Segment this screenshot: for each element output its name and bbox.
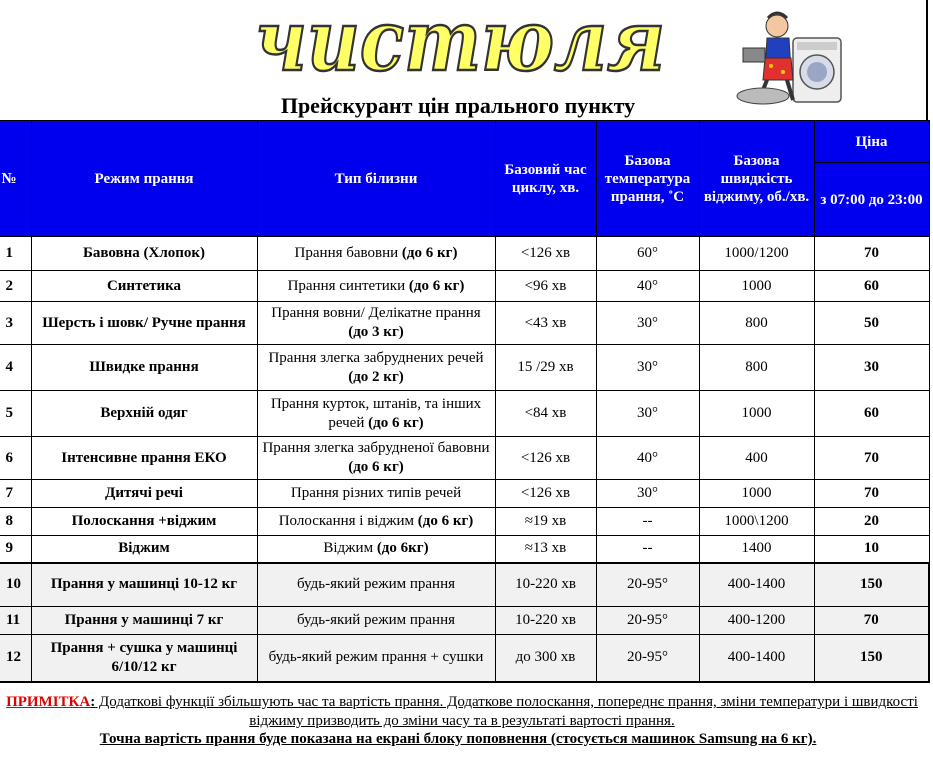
row-price: 60: [814, 391, 929, 437]
table-row: [0, 480, 929, 508]
row-spin: 1000\1200: [699, 508, 814, 536]
table-row: [0, 237, 929, 271]
final-note: Точна вартість прання буде показана на екрані блоку поповнення (стосується машинок Samsung на 6 кг).: [99, 731, 817, 747]
row-type-text: будь-який режим прання: [296, 576, 455, 593]
row-spin: 400-1200: [699, 607, 814, 635]
row-num: 5: [0, 391, 31, 437]
row-spin: 400-1400: [699, 635, 814, 682]
row-type: [257, 391, 495, 437]
row-temp: 30°: [596, 345, 699, 391]
row-price: 150: [814, 563, 929, 607]
row-temp: --: [596, 508, 699, 536]
table-row: [0, 508, 929, 536]
row-temp: 20-95°: [596, 607, 699, 635]
row-num: 2: [0, 271, 31, 302]
row-num: 3: [0, 302, 31, 345]
row-time: ≈19 хв: [495, 508, 596, 536]
header-price-hours: з 07:00 до 23:00: [814, 163, 929, 237]
row-price: 60: [814, 271, 929, 302]
logo-text: чистюля: [255, 0, 665, 90]
row-mode: Дитячі речі: [31, 480, 257, 508]
row-type-text: Прання злегка забруднених речей: [268, 349, 484, 366]
row-temp: 20-95°: [596, 563, 699, 607]
page-title: Прейскурант цін прального пункту: [280, 93, 636, 118]
row-temp: 20-95°: [596, 635, 699, 682]
header-temp: Базова температура прання, ˚С: [596, 121, 699, 237]
row-type-weight: (до 6 кг): [348, 459, 404, 475]
row-type: [257, 271, 495, 302]
row-type-weight: (до 6 кг): [417, 513, 474, 529]
row-mode: Полоскання +віджим: [31, 508, 257, 536]
table-row: [0, 302, 929, 345]
header-price: Ціна: [814, 121, 929, 163]
row-type-weight: (до 6 кг): [368, 414, 424, 431]
row-type-weight: (до 3 кг): [348, 324, 404, 340]
margin-line: [926, 0, 928, 120]
row-time: <126 хв: [495, 237, 596, 271]
row-type: [257, 302, 495, 345]
row-type: [257, 607, 495, 635]
row-spin: 1000: [699, 480, 814, 508]
row-time: <126 хв: [495, 480, 596, 508]
row-time: ≈13 хв: [495, 536, 596, 563]
row-type-text: Прання курток, штанів, та інших речей: [270, 395, 482, 431]
row-mode: Верхній одяг: [31, 391, 257, 437]
row-temp: 60°: [596, 237, 699, 271]
table-row: [0, 536, 929, 563]
row-type: [257, 345, 495, 391]
row-spin: 1000: [699, 391, 814, 437]
row-spin: 1000/1200: [699, 237, 814, 271]
note-colon: :: [90, 694, 96, 710]
row-num: 12: [0, 635, 31, 682]
row-spin: 1000: [699, 271, 814, 302]
man-with-laundry-icon: [735, 8, 850, 106]
note-label: ПРИМІТКА: [6, 694, 91, 710]
table-row: [0, 635, 929, 682]
table-row: [0, 563, 929, 607]
row-price: 70: [814, 437, 929, 480]
row-type: [257, 437, 495, 480]
row-price: 30: [814, 345, 929, 391]
row-num: 10: [0, 563, 31, 607]
row-mode: Синтетика: [31, 271, 257, 302]
row-type-weight: (до 6 кг): [408, 277, 465, 294]
row-type-weight: (до 6кг): [376, 540, 429, 557]
header-type: Тип білизни: [257, 121, 495, 237]
row-time: 10-220 хв: [495, 607, 596, 635]
row-temp: 40°: [596, 271, 699, 302]
row-spin: 800: [699, 345, 814, 391]
row-spin: 400: [699, 437, 814, 480]
header-time: Базовий час циклу, хв.: [495, 121, 596, 237]
row-type-weight: (до 6 кг): [401, 245, 458, 261]
note: [0, 693, 924, 731]
row-spin: 1400: [699, 536, 814, 563]
row-mode: Шерсть і шовк/ Ручне прання: [31, 302, 257, 345]
table-row: [0, 607, 929, 635]
row-type: [257, 563, 495, 607]
row-type-text: Прання різних типів речей: [290, 485, 462, 501]
table-row: [0, 345, 929, 391]
row-type-text: Прання бавовни: [294, 245, 402, 261]
row-type: [257, 536, 495, 563]
row-price: 70: [814, 607, 929, 635]
row-mode: Прання у машинці 7 кг: [31, 607, 257, 635]
row-num: 6: [0, 437, 31, 480]
row-type-text: будь-який режим прання + сушки: [268, 649, 484, 666]
row-temp: 40°: [596, 437, 699, 480]
row-type-text: Полоскання і віджим: [278, 513, 418, 529]
row-type-weight: (до 2 кг): [348, 368, 404, 385]
header-mode: Режим прання: [31, 121, 257, 237]
row-type-text: Прання синтетики: [287, 277, 409, 294]
row-time: 10-220 хв: [495, 563, 596, 607]
row-mode: Інтенсивне прання ЕКО: [31, 437, 257, 480]
row-price: 20: [814, 508, 929, 536]
row-num: 7: [0, 480, 31, 508]
row-mode: Прання у машинці 10-12 кг: [31, 563, 257, 607]
row-spin: 800: [699, 302, 814, 345]
row-price: 70: [814, 480, 929, 508]
row-temp: 30°: [596, 302, 699, 345]
row-price: 50: [814, 302, 929, 345]
row-num: 9: [0, 536, 31, 563]
table-row: [0, 437, 929, 480]
row-num: 4: [0, 345, 31, 391]
table-row: [0, 271, 929, 302]
row-type-text: будь-який режим прання: [296, 612, 455, 628]
logo: [250, 0, 670, 90]
table-row: [0, 391, 929, 437]
row-type-text: Прання злегка забрудненої бавовни: [262, 440, 490, 456]
row-type: [257, 635, 495, 682]
header-num: №: [0, 121, 31, 237]
note-text: Додаткові функції збільшують час та вартість прання. Додаткове полоскання, попереднє прання, зміни температури і швидкості віджиму призводить до зміни часу та в результаті вартості прання.: [95, 694, 918, 729]
row-spin: 400-1400: [699, 563, 814, 607]
row-time: до 300 хв: [495, 635, 596, 682]
row-type: [257, 237, 495, 271]
row-temp: --: [596, 536, 699, 563]
price-table: [0, 120, 930, 683]
row-mode: Прання + сушка у машинці 6/10/12 кг: [31, 635, 257, 682]
row-type: [257, 508, 495, 536]
row-num: 11: [0, 607, 31, 635]
row-temp: 30°: [596, 480, 699, 508]
row-price: 10: [814, 536, 929, 563]
row-time: 15 /29 хв: [495, 345, 596, 391]
row-type-text: Віджим: [323, 540, 377, 557]
row-time: <96 хв: [495, 271, 596, 302]
row-num: 1: [0, 237, 31, 271]
row-mode: Швидке прання: [31, 345, 257, 391]
row-temp: 30°: [596, 391, 699, 437]
row-type: [257, 480, 495, 508]
row-price: 70: [814, 237, 929, 271]
row-mode: Віджим: [31, 536, 257, 563]
row-num: 8: [0, 508, 31, 536]
row-time: <43 хв: [495, 302, 596, 345]
row-time: <84 хв: [495, 391, 596, 437]
row-price: 150: [814, 635, 929, 682]
row-mode: Бавовна (Хлопок): [31, 237, 257, 271]
row-type-text: Прання вовни/ Делікатне прання: [271, 305, 481, 321]
header-spin: Базова швидкість віджиму, об./хв.: [699, 121, 814, 237]
row-time: <126 хв: [495, 437, 596, 480]
